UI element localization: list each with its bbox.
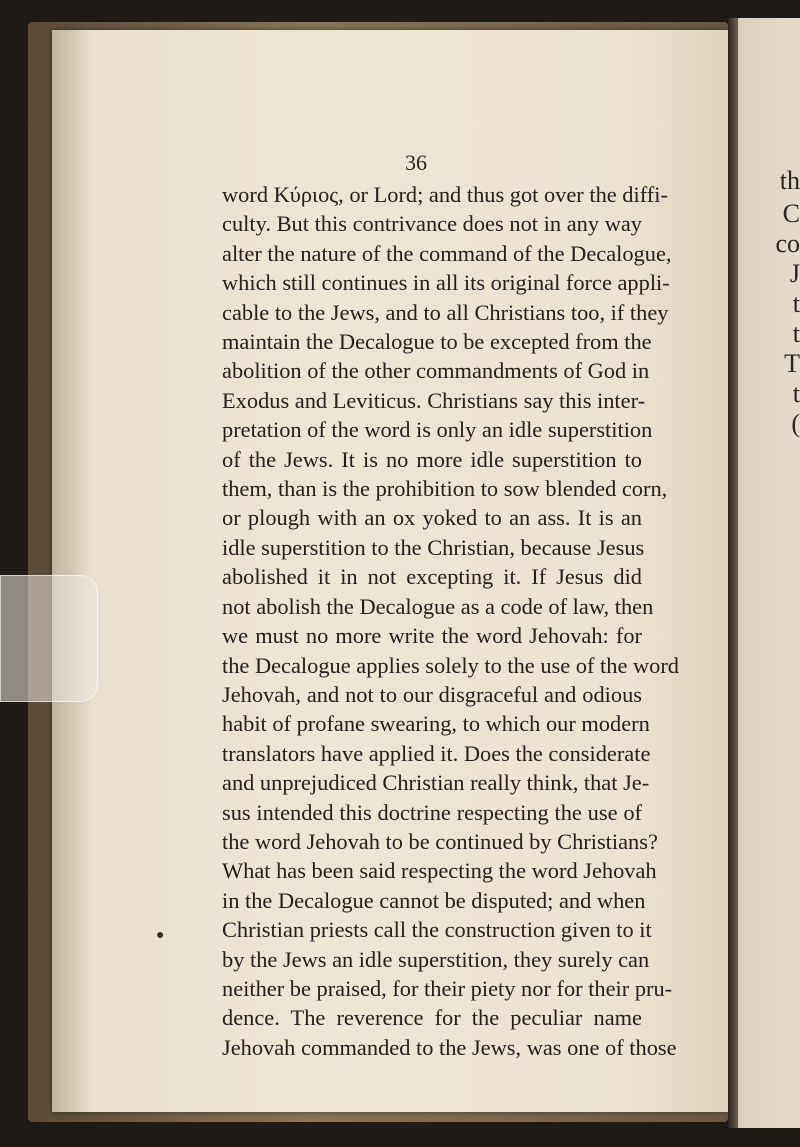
facing-page-fragment: C bbox=[782, 199, 800, 228]
text-line: abolished it in not excepting it. If Jesus did bbox=[222, 564, 642, 590]
facing-page-fragment: J bbox=[789, 259, 800, 288]
ink-mark-icon: ● bbox=[156, 928, 165, 943]
text-line: we must no more write the word Jehovah: for bbox=[222, 623, 642, 649]
text-line: alter the nature of the command of the Decalogue, bbox=[222, 240, 672, 266]
page-clip bbox=[0, 575, 98, 702]
text-line: abolition of the other commandments of God in bbox=[222, 358, 650, 384]
facing-page-fragment: t bbox=[792, 319, 800, 348]
facing-page-fragment: co bbox=[775, 229, 800, 258]
text-line: them, than is the prohibition to sow blended corn, bbox=[222, 476, 668, 502]
text-line: sus intended this doctrine respecting the use of bbox=[222, 799, 642, 825]
text-line: maintain the Decalogue to be excepted from the bbox=[222, 329, 652, 355]
facing-page-fragment: th bbox=[779, 166, 800, 195]
text-line: culty. But this contrivance does not in any way bbox=[222, 211, 642, 237]
facing-page-fragment: T bbox=[784, 349, 800, 378]
text-line: or plough with an ox yoked to an ass. It is an bbox=[222, 505, 642, 531]
text-line: habit of profane swearing, to which our modern bbox=[222, 711, 650, 737]
text-line: neither be praised, for their piety nor for their pru- bbox=[222, 975, 673, 1001]
text-line: pretation of the word is only an idle superstition bbox=[222, 417, 653, 443]
text-line: not abolish the Decalogue as a code of law, then bbox=[222, 593, 654, 619]
text-line: dence. The reverence for the peculiar name bbox=[222, 1005, 642, 1031]
text-line: of the Jews. It is no more idle superstition to bbox=[222, 446, 642, 472]
text-line: translators have applied it. Does the considerate bbox=[222, 740, 651, 766]
facing-page-fragment: t bbox=[792, 379, 800, 408]
body-text bbox=[222, 180, 680, 1062]
text-line: in the Decalogue cannot be disputed; and when bbox=[222, 887, 646, 913]
text-line: What has been said respecting the word Jehovah bbox=[222, 858, 657, 884]
facing-page-spine bbox=[728, 18, 738, 1128]
text-line: Jehovah commanded to the Jews, was one of those bbox=[222, 1034, 677, 1060]
text-line: cable to the Jews, and to all Christians too, if they bbox=[222, 299, 669, 325]
text-line: by the Jews an idle superstition, they surely can bbox=[222, 946, 650, 972]
text-line: idle superstition to the Christian, because Jesus bbox=[222, 534, 645, 560]
text-line: the Decalogue applies solely to the use of the word bbox=[222, 652, 680, 678]
text-line: Christian priests call the construction given to it bbox=[222, 917, 652, 943]
facing-page-fragment: ( bbox=[791, 409, 800, 438]
page-number: 36 bbox=[405, 150, 427, 175]
text-line: Jehovah, and not to our disgraceful and odious bbox=[222, 681, 642, 707]
text-line: which still continues in all its original force appli- bbox=[222, 270, 670, 296]
facing-page-edge bbox=[728, 18, 800, 1128]
text-line: Exodus and Leviticus. Christians say this inter- bbox=[222, 387, 646, 413]
text-line: and unprejudiced Christian really think, that Je- bbox=[222, 770, 650, 796]
page-gutter-shadow bbox=[52, 30, 92, 1112]
text-line: the word Jehovah to be continued by Christians? bbox=[222, 828, 658, 854]
facing-page-fragment: t bbox=[792, 289, 800, 318]
text-line: word Κύριος, or Lord; and thus got over the diffi- bbox=[222, 182, 668, 207]
